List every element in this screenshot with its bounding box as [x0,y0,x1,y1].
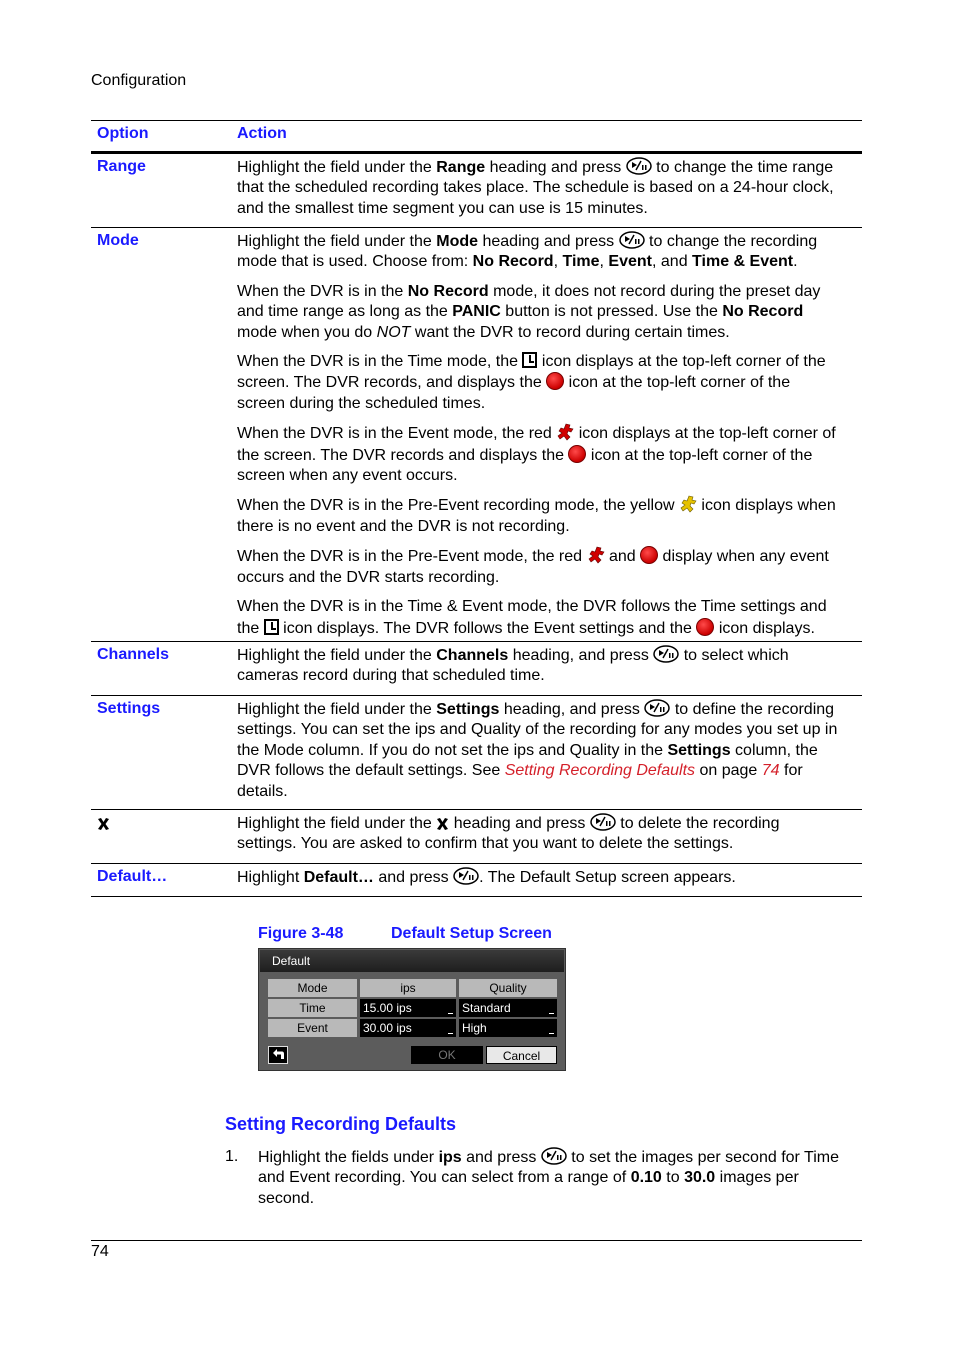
back-button[interactable] [268,1046,288,1064]
section-title: Setting Recording Defaults [225,1114,457,1134]
page-header: Configuration [91,72,187,89]
step-text: Highlight the fields under ips and press to set the images per second for Time and Event recording. You can select from a range of 0.10 to 30.0 images per second. [258,1149,839,1207]
red-dot-icon [640,546,658,564]
quality-select-time[interactable]: Standard [459,999,557,1017]
link-page-74[interactable]: 74 [761,762,780,780]
red-dot-icon [568,445,586,463]
red-running-figure-icon [556,423,574,441]
action-delete: Highlight the field under the heading and press to delete the recording settings. You are asked to confirm that you want to delete the settings. [237,815,780,853]
row-rule [91,641,862,642]
ips-select-time[interactable]: 15.00 ips [360,999,456,1017]
col-header-action: Action [237,125,287,142]
col-header-ips: ips [360,979,456,997]
action-channels: Highlight the field under the Channels heading, and press to select which cameras record during that scheduled time. [237,647,789,685]
link-setting-recording-defaults[interactable]: Setting Recording Defaults [504,762,696,780]
row-rule [91,227,862,228]
action-range: Highlight the field under the Range heading and press to change the time range that the scheduled recording takes place. The schedule is based on a 24-hour clock, and the smallest time segment you can use is 15 minutes. [237,159,834,217]
dialog-title: Default [272,954,311,968]
ips-select-event[interactable]: 30.00 ips [360,1019,456,1037]
ok-button[interactable]: OK [411,1046,483,1064]
option-settings: Settings [97,700,161,717]
quality-select-event[interactable]: High [459,1019,557,1037]
return-arrow-icon [269,1047,287,1063]
play-pause-button-icon [453,867,479,885]
page-number: 74 [91,1243,109,1260]
clock-icon [264,619,279,635]
action-settings: Highlight the field under the Settings heading, and press to define the recording settings. You can set the ips and Quality of the recording for any modes you set up in the Mode column. If you do not set the ips and Quality in the Settings column, the DVR follows the default settings. See Setting Recording Defaults on page 74 for details. [237,701,838,800]
red-running-figure-icon [587,546,605,564]
step-number: 1. [225,1148,239,1165]
x-icon [436,817,449,831]
row-mode-time: Time [268,999,357,1017]
option-range: Range [97,158,146,175]
dialog-title-bar [260,950,564,972]
red-dot-icon [696,618,714,636]
figure-caption: Default Setup Screen [391,925,552,942]
play-pause-button-icon [626,157,652,175]
row-rule [91,695,862,696]
play-pause-button-icon [653,645,679,663]
yellow-running-figure-icon [679,495,697,513]
row-mode-event: Event [268,1019,357,1037]
action-default: Highlight Default… and press . The Default Setup screen appears. [237,869,736,886]
red-dot-icon [546,372,564,390]
x-icon [97,817,110,831]
row-rule [91,809,862,810]
table-top-rule [91,120,862,121]
option-channels: Channels [97,646,170,663]
table-header-rule [91,151,862,154]
row-rule [91,863,862,864]
play-pause-button-icon [619,231,645,249]
play-pause-button-icon [541,1147,567,1165]
footer-rule [91,1240,862,1241]
play-pause-button-icon [644,699,670,717]
table-bottom-rule [91,896,862,897]
option-mode: Mode [97,232,139,249]
default-setup-dialog [258,948,566,1071]
col-header-quality: Quality [459,979,557,997]
col-header-option: Option [97,125,149,142]
action-mode: Highlight the field under the Mode heading and press to change the recording mode that is used. Choose from: No Record, Time, Event, and Time & Event. When the DVR is in the No Record mode, it does not record during the preset day and time range as long as the PANIC button is not pressed. Use the No Record mode when you do NOT want the DVR to record during certain times. When the DVR is in the Time mode, the icon displays at the top-left corner of the screen. The DVR records, and displays the icon at the top-left corner of the screen during the scheduled times. When the DVR is in the Event mode, the red icon displays at the top-left corner of the screen. The DVR records and displays the icon at the top-left corner of the screen when any event occurs. When the DVR is in the Pre-Event recording mode, the yellow icon displays when there is no event and the DVR is not recording. When the DVR is in the Pre-Event mode, the red and display when any event occurs and the DVR starts recording. When the DVR is in the Time & Event mode, the DVR follows the Time settings and the icon displays. The DVR follows the Event settings and the icon displays. [237,233,836,637]
col-header-mode: Mode [268,979,357,997]
clock-icon [522,352,537,368]
play-pause-button-icon [590,813,616,831]
cancel-button[interactable]: Cancel [486,1046,557,1064]
option-default: Default… [97,868,168,885]
figure-number: Figure 3-48 [258,925,344,942]
